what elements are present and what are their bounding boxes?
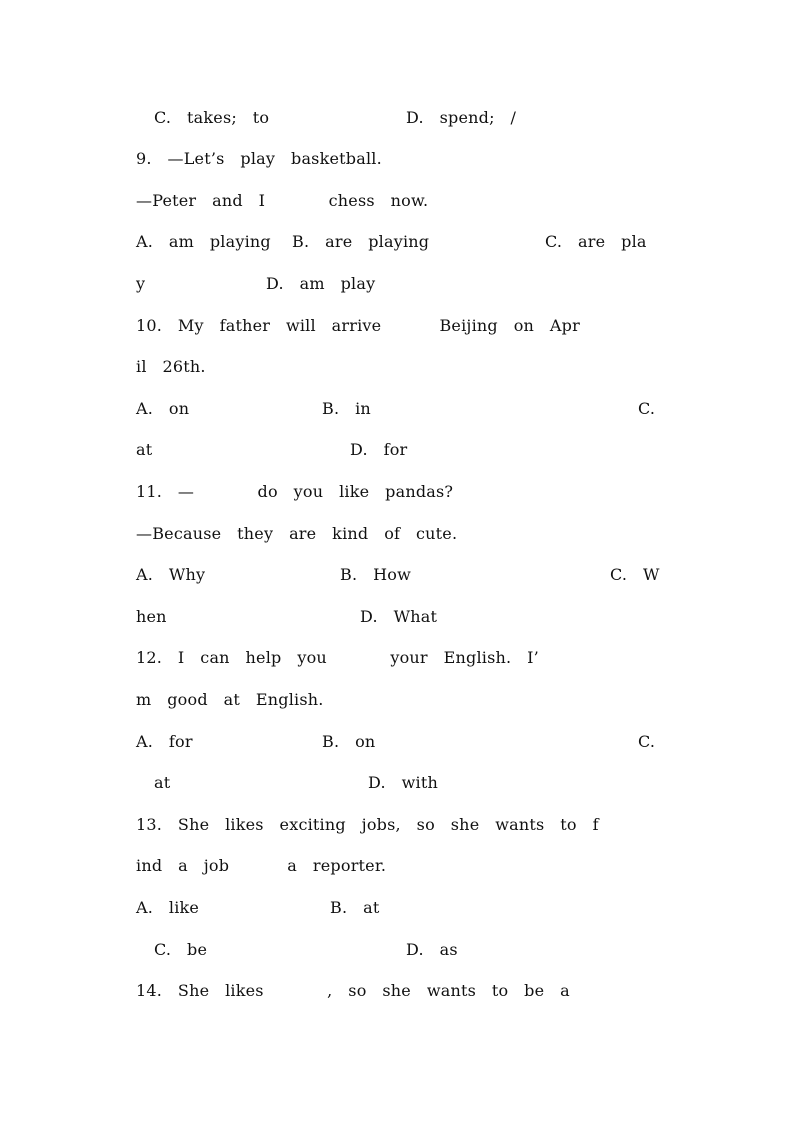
option-line: hen (136, 607, 167, 626)
option-line: D. What (360, 607, 438, 626)
option-line: C. (638, 399, 656, 418)
question-line: m good at English. (136, 690, 324, 709)
question-line: —Peter and I chess now. (136, 191, 429, 210)
option-line: C. W (610, 565, 660, 584)
question-13: 13. She likes exciting jobs, so she wants to f (136, 815, 599, 834)
option-line: C. (638, 732, 656, 751)
option-line: D. spend; / (406, 108, 517, 127)
option-line: A. am playing B. are playing (136, 232, 430, 251)
option-line: C. are pla (545, 232, 647, 251)
option-line: B. at (330, 898, 380, 917)
option-line: C. be (154, 940, 208, 959)
question-12: 12. I can help you your English. I’ (136, 648, 539, 667)
question-line: —Because they are kind of cute. (136, 524, 458, 543)
option-line: D. as (406, 940, 458, 959)
option-line: D. am play (266, 274, 376, 293)
question-9: 9. —Let’s play basketball. (136, 149, 382, 168)
option-line: A. like (136, 898, 200, 917)
option-line: A. for (136, 732, 193, 751)
option-line: B. on (322, 732, 376, 751)
option-line: A. Why (136, 565, 206, 584)
question-line: il 26th. (136, 357, 206, 376)
question-line: ind a job a reporter. (136, 856, 387, 875)
question-11: 11. — do you like pandas? (136, 482, 454, 501)
option-line: B. How (340, 565, 411, 584)
option-line: D. with (368, 773, 438, 792)
option-line: C. takes; to (154, 108, 270, 127)
question-10: 10. My father will arrive Beijing on Apr (136, 316, 580, 335)
option-line: D. for (350, 440, 408, 459)
option-line: B. in (322, 399, 371, 418)
option-line: at (136, 440, 153, 459)
question-14: 14. She likes , so she wants to be a (136, 981, 570, 1000)
option-line: A. on (136, 399, 190, 418)
option-line: at (154, 773, 171, 792)
option-line: y (136, 274, 146, 293)
